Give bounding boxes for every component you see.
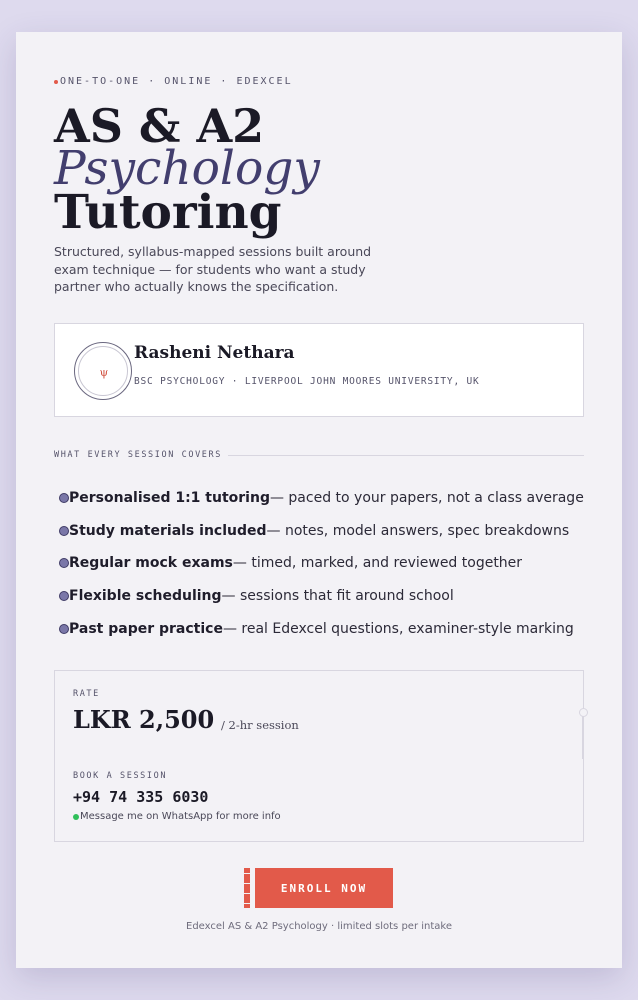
ticket-stub-icon (244, 868, 250, 908)
feature-title: Study materials included (69, 522, 267, 539)
bullet-icon (59, 624, 69, 634)
box-knob-icon (579, 708, 588, 717)
whatsapp-note[interactable] (73, 811, 281, 822)
feature-title: Regular mock exams (69, 555, 233, 572)
feature-desc: — sessions that fit around school (221, 588, 454, 605)
heading-divider (228, 455, 584, 456)
eyebrow (54, 76, 293, 87)
psi-glyph: ψ (99, 365, 109, 379)
title-line-2: Psychology (54, 141, 320, 196)
bullet-icon (59, 591, 69, 601)
bullet-icon (59, 493, 69, 503)
psi-seal-icon (74, 342, 132, 400)
bullet-icon (59, 558, 69, 568)
bullet-icon (59, 526, 69, 536)
feature-desc: — notes, model answers, spec breakdowns (266, 522, 570, 539)
title-line-1: AS & A2 (54, 99, 265, 153)
feature-item (54, 580, 594, 613)
feature-item (54, 547, 594, 580)
feature-item (54, 612, 594, 645)
pricing-box (54, 670, 584, 842)
footnote: Edexcel AS & A2 Psychology · limited slots per intake (186, 921, 452, 932)
whatsapp-status-icon (73, 814, 79, 820)
feature-desc: — paced to your papers, not a class average (269, 490, 584, 507)
tutor-card (54, 323, 584, 417)
lead-paragraph: Structured, syllabus-mapped sessions built around exam technique — for students who want a study partner who actually knows the specification. (54, 244, 372, 294)
eyebrow-text: ONE-TO-ONE · ONLINE · EDEXCEL (60, 76, 293, 87)
feature-title: Flexible scheduling (69, 588, 222, 605)
features-list (54, 482, 594, 645)
feature-item (54, 515, 594, 548)
enroll-area (244, 868, 394, 908)
price: LKR 2,500 (73, 705, 215, 734)
accent-dot-icon (54, 80, 58, 84)
book-label: BOOK A SESSION (73, 771, 168, 781)
features-heading (54, 450, 584, 460)
whatsapp-note-text: Message me on WhatsApp for more info (80, 811, 281, 822)
enroll-button[interactable]: ENROLL NOW (255, 868, 393, 908)
title-line-3: Tutoring (54, 185, 282, 240)
flyer-card (16, 32, 622, 968)
feature-desc: — real Edexcel questions, examiner-style marking (222, 620, 574, 637)
box-edge-accent (582, 713, 584, 759)
phone-number[interactable]: +94 74 335 6030 (73, 788, 209, 806)
feature-title: Personalised 1:1 tutoring (69, 490, 270, 507)
tutor-name: Rasheni Nethara (134, 343, 295, 363)
price-unit: / 2-hr session (221, 718, 299, 732)
tutor-credentials: BSC PSYCHOLOGY · LIVERPOOL JOHN MOORES UNIVERSITY, UK (134, 376, 480, 387)
rate-label: RATE (73, 689, 100, 699)
features-heading-text: WHAT EVERY SESSION COVERS (54, 450, 222, 460)
feature-item (54, 482, 594, 515)
feature-desc: — timed, marked, and reviewed together (232, 555, 523, 572)
feature-title: Past paper practice (69, 620, 223, 637)
